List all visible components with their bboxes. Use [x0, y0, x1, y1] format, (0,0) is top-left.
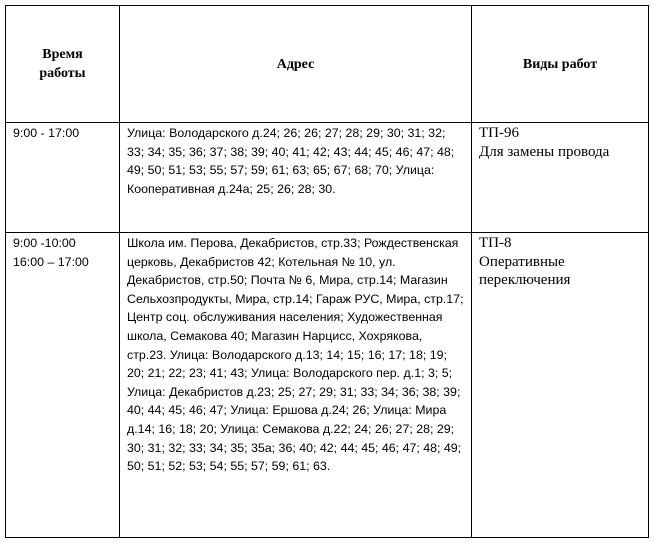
address-cell — [120, 233, 472, 538]
time-line: 9:00 - 17:00 — [13, 126, 80, 140]
address-text: Школа им. Перова, Декабристов, стр.33; Рождественская церковь, Декабристов 42; Котельная № 10, ул. Декабристов, стр.50; Почта № 6, Мира, стр.14; Магазин Сельхозпродукты, Мира, стр.14; Гараж РУС, Мира, стр.17; Центр соц. обслуживания населения; Художественная школа, Семакова 40; Магазин Нарцисс, Хохрякова, стр.23. Улица: Володарского д.13; 14; 15; 16; 17; 18; 19; 20; 21; 22; 23; 41; 43; Улица: Володарского пер. д.1; 3; 5; Улица: Декабристов д.23; 25; 27; 29; 31; 33; 34; 36; 38; 39; 40; 44; 45; 46; 47; Улица: Ершова д.24; 26; Улица: Мира д.14; 16; 18; 20; Улица: Семакова д.22; 24; 26; 27; 28; 29; 30; 31; 32; 33; 34; 35; 35а; 36; 40; 42; 44; 45; 46; 47; 48; 49; 50; 51; 52; 53; 54; 55; 57; 59; 61; 63. — [127, 236, 464, 474]
header-time: Время работы — [6, 6, 120, 123]
work-type-cell — [472, 233, 649, 538]
time-cell — [6, 233, 120, 538]
time-line: 16:00 – 17:00 — [13, 254, 89, 269]
address-text: Улица: Володарского д.24; 26; 26; 27; 28; 29; 30; 31; 32; 33; 34; 35; 36; 37; 38; 39; 40; 41; 42; 43; 44; 45; 46; 47; 48; 49; 50; 51; 53; 55; 57; 59; 61; 63; 65; 67; 68; 70; Улица: Кооперативная д.24а; 25; 26; 28; 30. — [127, 126, 455, 196]
time-cell — [6, 123, 120, 233]
address-cell — [120, 123, 472, 233]
substation-label: ТП-8 — [479, 235, 512, 251]
header-work-type: Виды работ — [472, 6, 649, 123]
header-address: Адрес — [120, 6, 472, 123]
work-description: Оперативные переключения — [479, 253, 571, 288]
time-line: 9:00 -10:00 — [13, 236, 76, 250]
work-description: Для замены провода — [479, 143, 610, 160]
substation-label: ТП-96 — [479, 125, 519, 141]
table-row — [6, 123, 649, 233]
outage-schedule-table — [5, 5, 649, 538]
table-row — [6, 233, 649, 538]
work-type-cell — [472, 123, 649, 233]
table-header-row — [6, 6, 649, 123]
